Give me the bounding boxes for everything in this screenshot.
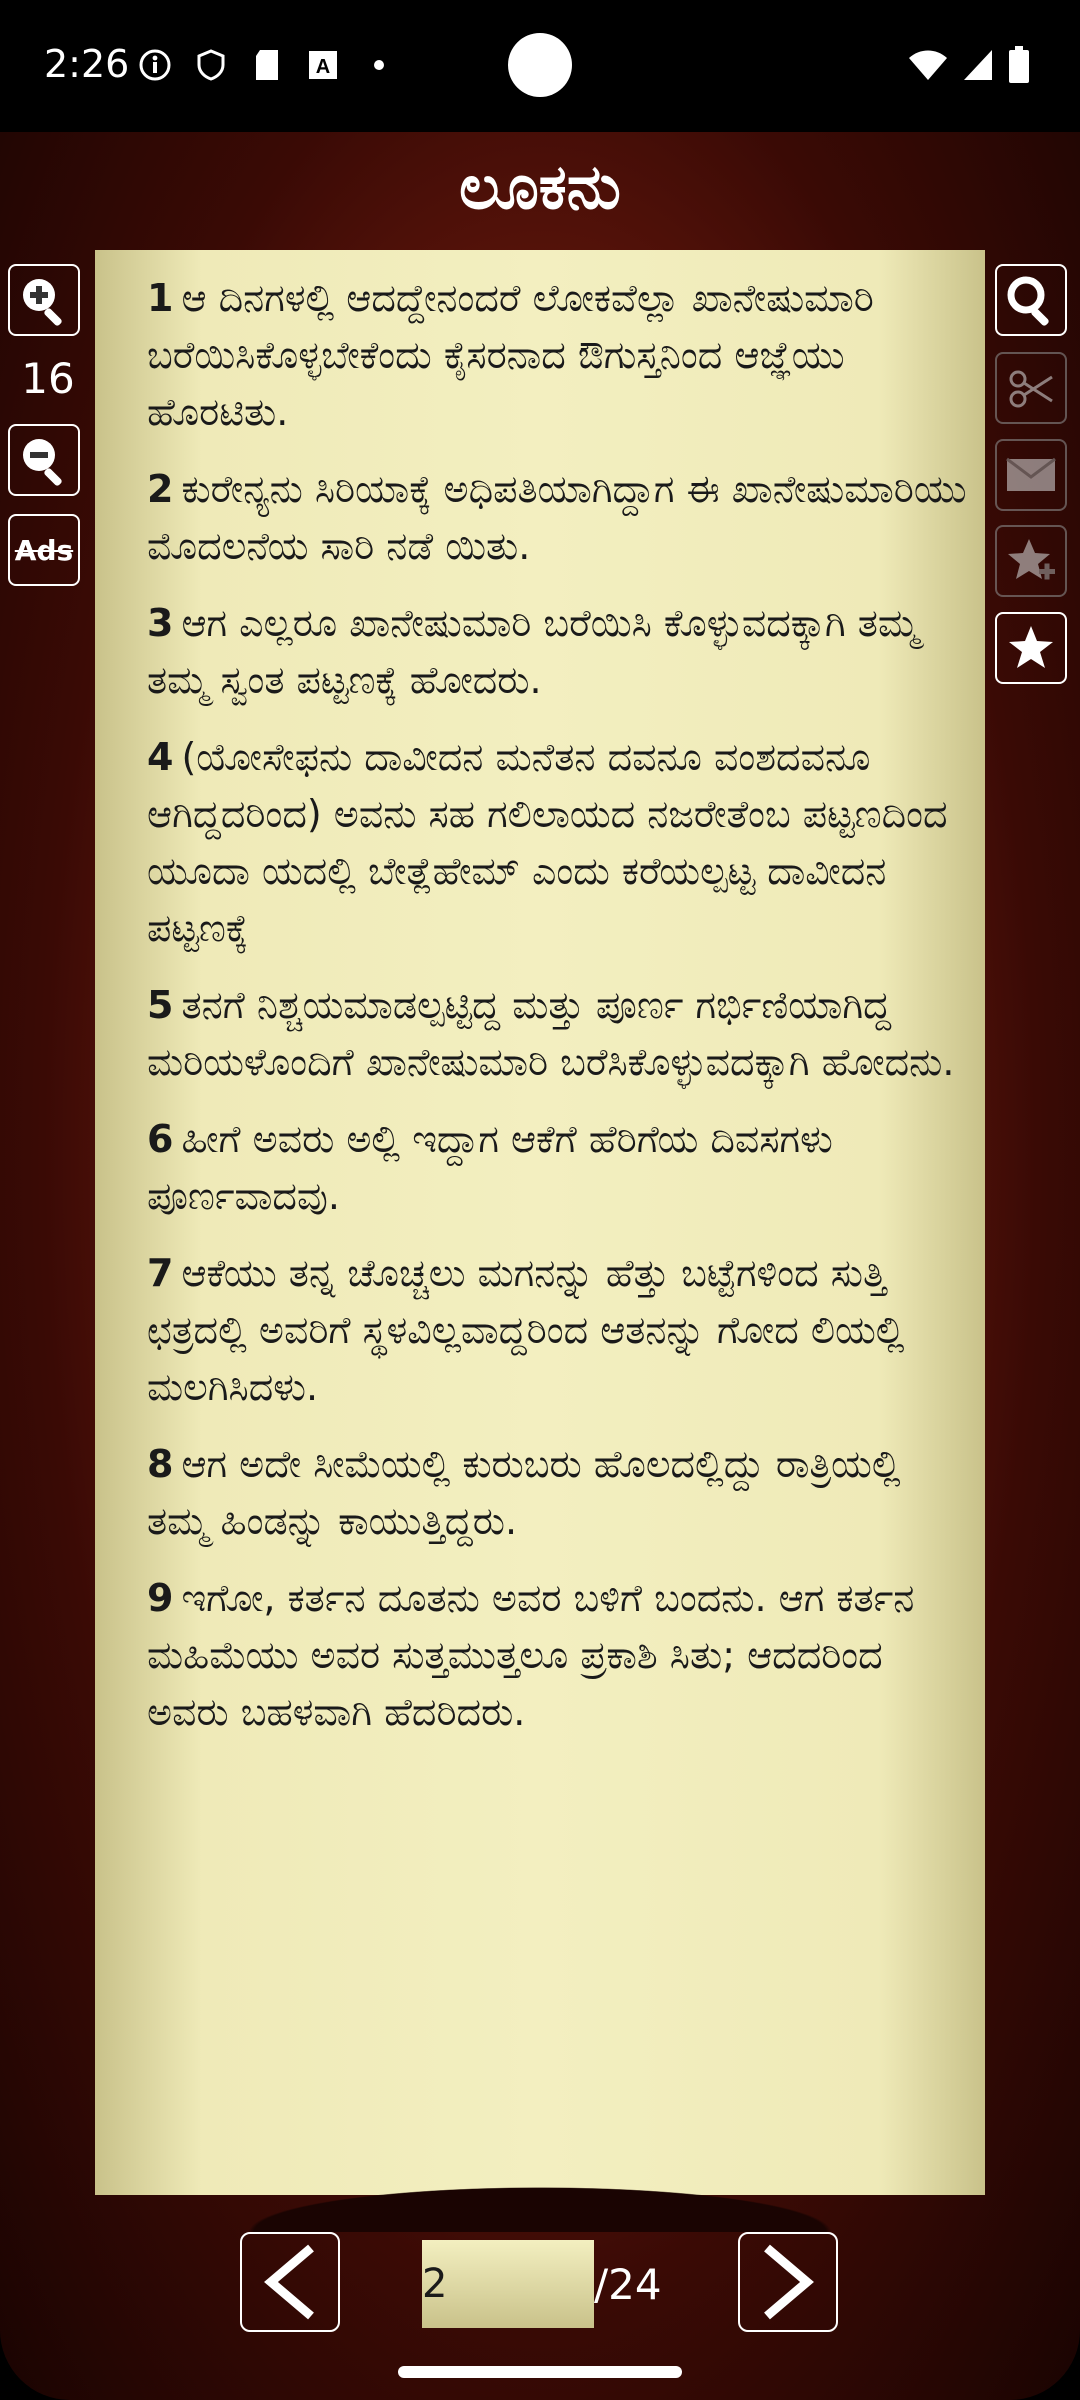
verse[interactable] — [147, 595, 967, 709]
verse-number: 3 — [147, 601, 174, 645]
verse[interactable] — [147, 1111, 967, 1225]
scripture-page[interactable] — [95, 250, 985, 2195]
verse-text: ಕುರೇನ್ಯನು ಸಿರಿಯಾಕ್ಕೆ ಅಧಿಪತಿಯಾಗಿದ್ದಾಗ ಈ ಖಾನೇಷುಮಾರಿಯು ಮೊದಲನೆಯ ಸಾರಿ ನಡೆ ಯಿತು. — [147, 467, 967, 568]
verse-list — [147, 270, 967, 1761]
search-icon — [1003, 272, 1059, 328]
status-icons — [138, 48, 396, 82]
star-icon — [1005, 622, 1057, 674]
verse-number: 5 — [147, 983, 174, 1027]
wifi-icon — [908, 48, 948, 86]
verse[interactable] — [147, 729, 967, 957]
verse-number: 6 — [147, 1117, 174, 1161]
verse-text: ಹೀಗೆ ಅವರು ಅಲ್ಲಿ ಇದ್ದಾಗ ಆಕೆಗೆ ಹೆರಿಗೆಯ ದಿವಸಗಳು ಪೂರ್ಣವಾದವು. — [147, 1117, 833, 1218]
status-right-icons — [908, 46, 1030, 88]
zoom-out-button[interactable] — [8, 424, 80, 496]
remove-ads-button[interactable] — [8, 514, 80, 586]
verse[interactable] — [147, 977, 967, 1091]
previous-page-button[interactable] — [240, 2232, 340, 2332]
verse-text: ಆ ದಿನಗಳಲ್ಲಿ ಆದದ್ದೇನಂದರೆ ಲೋಕವೆಲ್ಲಾ ಖಾನೇಷುಮಾರಿ ಬರೆಯಿಸಿಕೊಳ್ಳಬೇಕೆಂದು ಕೈಸರನಾದ ಔಗುಸ್ತನಿಂದ ಆಜ್ಞೆಯು ಹೊರಟಿತು. — [147, 276, 874, 434]
zoom-in-button[interactable] — [8, 264, 80, 336]
font-size-value: 16 — [21, 354, 75, 403]
copy-button[interactable] — [995, 352, 1067, 424]
verse-text: ತನಗೆ ನಿಶ್ಚಯಮಾಡಲ್ಪಟ್ಟಿದ್ದ ಮತ್ತು ಪೂರ್ಣ ಗರ್ಭಿಣಿಯಾಗಿದ್ದ ಮರಿಯಳೊಂದಿಗೆ ಖಾನೇಷುಮಾರಿ ಬರೆಸಿಕೊಳ್ಳುವದಕ್ಕಾಗಿ ಹೋದನು. — [147, 983, 955, 1084]
status-time: 2:26 — [44, 42, 130, 86]
dot-icon — [362, 48, 396, 82]
verse-number: 1 — [147, 276, 174, 320]
verse-text: ಆಗ ಅದೇ ಸೀಮೆಯಲ್ಲಿ ಕುರುಬರು ಹೊಲದಲ್ಲಿದ್ದು ರಾತ್ರಿಯಲ್ಲಿ ತಮ್ಮ ಹಿಂಡನ್ನು ಕಾಯುತ್ತಿದ್ದರು. — [147, 1442, 901, 1543]
status-bar — [0, 0, 1080, 132]
star-add-icon — [1005, 535, 1057, 587]
app-content — [0, 132, 1080, 2400]
verse-text: ಆಕೆಯು ತನ್ನ ಚೊಚ್ಚಲು ಮಗನನ್ನು ಹೆತ್ತು ಬಟ್ಟೆಗಳಿಂದ ಸುತ್ತಿ ಛತ್ರದಲ್ಲಿ ಅವರಿಗೆ ಸ್ಥಳವಿಲ್ಲವಾದ್ದರಿಂದ ಆತನನ್ನು ಗೋದ ಲಿಯಲ್ಲಿ ಮಲಗಿಸಿದಳು. — [147, 1251, 905, 1409]
scissors-icon — [1006, 363, 1056, 413]
search-button[interactable] — [995, 264, 1067, 336]
shield-icon — [194, 48, 228, 82]
verse[interactable] — [147, 461, 967, 575]
verse-number: 4 — [147, 735, 174, 779]
add-bookmark-button[interactable] — [995, 525, 1067, 597]
verse[interactable] — [147, 1436, 967, 1550]
text-a-icon — [306, 48, 340, 82]
share-email-button[interactable] — [995, 439, 1067, 511]
next-page-button[interactable] — [738, 2232, 838, 2332]
remove-ads-label: Ads — [14, 533, 74, 567]
home-indicator[interactable] — [398, 2366, 682, 2378]
page-curl-shadow — [95, 2132, 985, 2232]
zoom-in-icon — [16, 272, 72, 328]
svg-text:A: A — [315, 56, 331, 78]
signal-icon — [962, 48, 994, 86]
verse-number: 7 — [147, 1251, 174, 1295]
sd-card-icon — [250, 48, 284, 82]
verse-text: (ಯೋಸೇಫನು ದಾವೀದನ ಮನೆತನ ದವನೂ ವಂಶದವನೂ ಆಗಿದ್ದದರಿಂದ) ಅವನು ಸಹ ಗಲಿಲಾಯದ ನಜರೇತೆಂಬ ಪಟ್ಟಣದಿಂದ ಯೂದಾ ಯದಲ್ಲಿ ಬೇತ್ಲೆಹೇಮ್ ಎಂದು ಕರೆಯಲ್ಪಟ್ಟ ದಾವೀದನ ಪಟ್ಟಣಕ್ಕೆ — [147, 735, 948, 950]
zoom-out-icon — [16, 432, 72, 488]
book-title: ಲೂಕನು — [459, 150, 621, 223]
bookmarks-button[interactable] — [995, 612, 1067, 684]
chevron-left-icon — [255, 2242, 325, 2322]
front-camera — [508, 33, 572, 97]
verse-text: ಆಗ ಎಲ್ಲರೂ ಖಾನೇಷುಮಾರಿ ಬರೆಯಿಸಿ ಕೊಳ್ಳುವದಕ್ಕಾಗಿ ತಮ್ಮ ತಮ್ಮ ಸ್ವಂತ ಪಟ್ಟಣಕ್ಕೆ ಹೋದರು. — [147, 601, 920, 702]
battery-icon — [1008, 46, 1030, 88]
page-total: /24 — [594, 2260, 662, 2309]
verse-text: ಇಗೋ, ಕರ್ತನ ದೂತನು ಅವರ ಬಳಿಗೆ ಬಂದನು. ಆಗ ಕರ್ತನ ಮಹಿಮೆಯು ಅವರ ಸುತ್ತಮುತ್ತಲೂ ಪ್ರಕಾಶಿ ಸಿತು; ಆದದರಿಂದ ಅವರು ಬಹಳವಾಗಿ ಹೆದರಿದರು. — [147, 1576, 915, 1734]
chevron-right-icon — [753, 2242, 823, 2322]
verse-number: 2 — [147, 467, 174, 511]
verse[interactable] — [147, 270, 967, 441]
verse-number: 9 — [147, 1576, 174, 1620]
mail-icon — [1005, 455, 1057, 495]
verse-number: 8 — [147, 1442, 174, 1486]
verse[interactable] — [147, 1245, 967, 1416]
info-icon — [138, 48, 172, 82]
verse[interactable] — [147, 1570, 967, 1741]
page-number-input[interactable] — [422, 2240, 594, 2328]
